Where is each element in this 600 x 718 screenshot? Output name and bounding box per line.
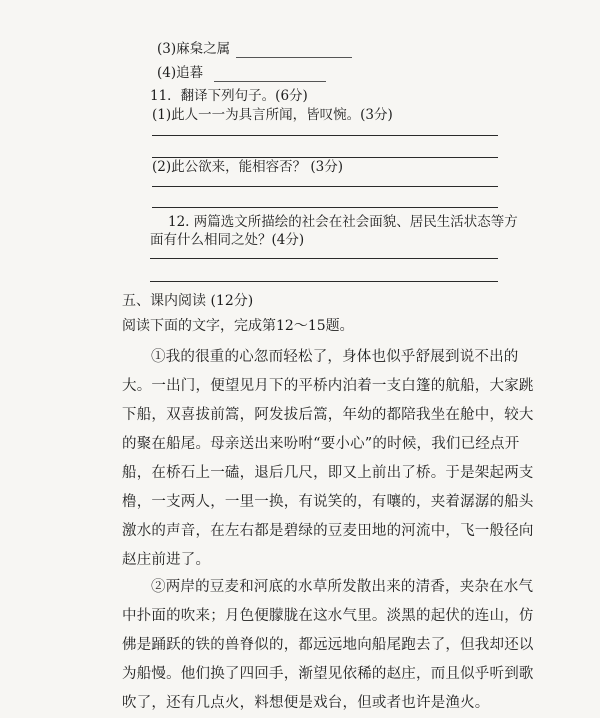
passage-line: 大。一出门，便望见月下的平桥内泊着一支白篷的航船，大家跳	[122, 378, 534, 394]
passage-line: ①我的很重的心忽而轻松了，身体也似乎舒展到说不出的	[151, 349, 519, 365]
passage-line: 中扑面的吹来；月色便朦胧在这水气里。淡黑的起伏的连山，仿	[122, 608, 534, 624]
passage-line: 的聚在船尾。母亲送出来吩咐“要小心”的时候，我们已经点开	[122, 436, 520, 452]
passage-paragraph-2	[122, 573, 534, 718]
answer-blank-3[interactable]	[236, 57, 352, 58]
question-11-1: (1)此人一一为具言所闻，皆叹惋。(3分)	[152, 107, 393, 123]
answer-line-11-1a[interactable]	[152, 135, 498, 136]
passage-line: 下船，双喜拔前篙，阿发拔后篙，年幼的都陪我坐在舱中，较大	[122, 407, 534, 423]
answer-line-11-2b[interactable]	[152, 207, 498, 208]
section-5-heading: 五、课内阅读 (12分)	[122, 293, 254, 309]
passage-line: 佛是踊跃的铁的兽脊似的，都远远地向船尾跑去了，但我却还以	[122, 637, 534, 653]
question-11-2: (2)此公欲来，能相容否？ (3分)	[152, 159, 344, 175]
passage-line: 吹了，还有几点火，料想便是戏台，但或者也许是渔火。	[122, 695, 490, 711]
passage-line: ②两岸的豆麦和河底的水草所发散出来的清香，夹杂在水气	[151, 579, 534, 595]
question-12-line1: 12. 两篇选文所描绘的社会在社会面貌、居民生活状态等方	[168, 214, 518, 230]
answer-blank-4[interactable]	[214, 81, 326, 82]
answer-line-12b[interactable]	[150, 281, 498, 282]
passage-paragraph-1	[122, 343, 534, 575]
question-3: (3)麻枲之属	[157, 41, 231, 57]
section-5-instruction: 阅读下面的文字，完成第12～15题。	[122, 318, 354, 334]
question-12-line2: 面有什么相同之处？(4分)	[150, 232, 305, 248]
question-4: (4)追暮	[157, 65, 204, 81]
answer-line-12a[interactable]	[150, 258, 498, 259]
passage-line: 为船慢。他们换了四回手，渐望见依稀的赵庄，而且似乎听到歌	[122, 666, 534, 682]
passage-line: 赵庄前进了。	[122, 552, 211, 568]
passage-line: 橹，一支两人，一里一换，有说笑的，有嚷的，夹着潺潺的船头	[122, 494, 534, 510]
passage-line: 船，在桥石上一磕，退后几尺，即又上前出了桥。于是架起两支	[122, 465, 534, 481]
answer-line-11-2a[interactable]	[152, 186, 498, 187]
passage-line: 激水的声音，在左右都是碧绿的豆麦田地的河流中，飞一般径向	[122, 523, 534, 539]
question-11-heading: 11．翻译下列句子。(6分)	[150, 88, 308, 104]
